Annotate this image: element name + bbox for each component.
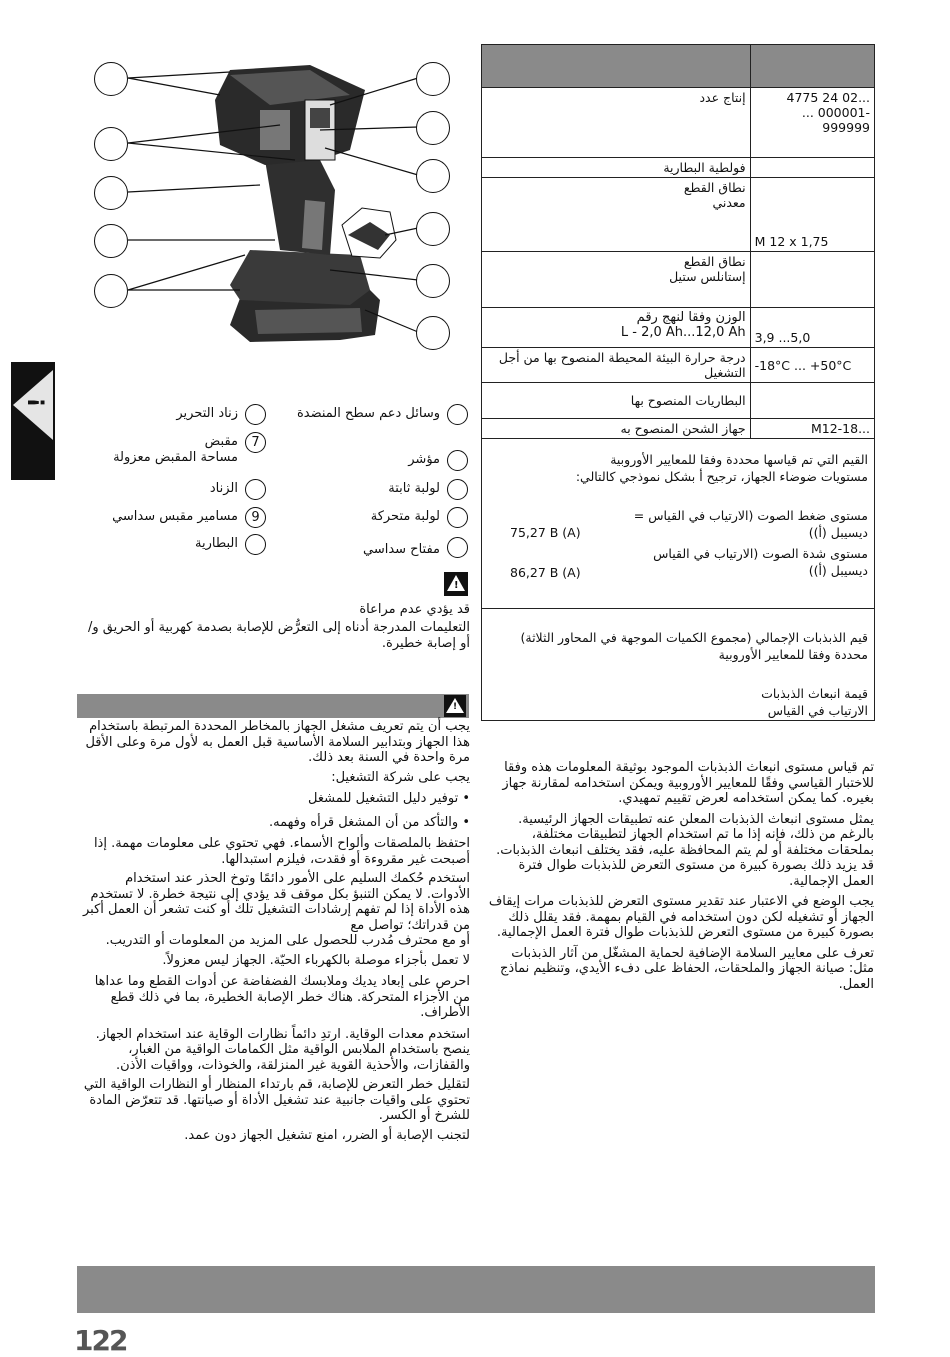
legend-number (245, 534, 266, 555)
legend-label: لولبة متحركة (370, 509, 440, 524)
safety-paragraph: استخدم حُكمك السليم على الأمور دائمًا وتوخ الحذر عند استخدام الأدوات. لا يمكن التنبؤ بكل موقف قد يؤدي إلى نتيجة خطرة. لا تستخدم هذه الأداة إذا لم تفهم إرشادات التشغيل تلك أو كنت تشعر أن العمل أكبر من قدراتك؛ تواصل مع أو مع محترف مُدرب للحصول على المزيد من المعلومات أو التدريب. (83, 871, 470, 948)
legend-number (245, 479, 266, 500)
spec-value: 3,9 ...5,0 (750, 308, 874, 348)
vibration-block (482, 609, 875, 721)
legend-label: زناد التحرير (176, 406, 238, 421)
safety-text-column (80, 719, 470, 1143)
callout-circle (416, 264, 450, 298)
safety-paragraph: احتفظ بالملصقات وألواح الأسماء. فهي تحتوي على معلومات مهمة. إذا أصبحت غير مقروءة أو فقدت، فيلزم استبدالها. (93, 836, 470, 867)
legend-label: مؤشر (408, 452, 440, 467)
callout-circle (94, 62, 128, 96)
callout-circle (94, 127, 128, 161)
legend-number (447, 507, 468, 528)
vibration-text-column (484, 760, 874, 992)
noise-item-label: مستوى شدة الصوت (الارتياب في القياس ديسيبل (أ)) (653, 546, 868, 578)
spec-label: جهاز الشحن المنصوح به (482, 419, 751, 439)
noise-item-value: 75,27 B (A) (510, 525, 581, 540)
safety-paragraph: لتجنب الإصابة أو الضرر، امنع تشغيل الجهاز دون عمد. (184, 1127, 470, 1143)
spec-label: فولطية البطارية (482, 158, 751, 178)
callout-circle (416, 62, 450, 96)
exclamation-icon: ! (25, 397, 51, 408)
spec-label: إنتاج عدد (482, 88, 751, 158)
legend-number (245, 404, 266, 425)
warning-icon: ! (444, 695, 466, 717)
safety-bullet: • والتأكد من أن المشغل قرأه وفهمه. (269, 814, 470, 830)
vibration-intro: قيم الذبذبات الإجمالي (مجموع الكميات الموجهة في المحاور الثلاثة) محددة وفقا للمعايير الأوروبية (520, 630, 868, 662)
callout-circle (94, 274, 128, 308)
legend-number: 7 (245, 432, 266, 453)
spec-table (481, 44, 875, 721)
vibration-label: قيمة انبعاث الذبذبات الارتياب في القياس (761, 686, 868, 718)
legend-label: لولبة ثابتة (388, 481, 440, 496)
noise-item-value: 86,27 B (A) (510, 565, 581, 580)
spec-row (482, 252, 875, 308)
warning-icon: ! (444, 572, 468, 596)
noise-block (482, 439, 875, 609)
safety-paragraph: استخدم معدات الوقاية. ارتدِ دائماً نظارات الوقاية عند استخدام الجهاز. ينصح باستخدام الملابس الواقية مثل الكمامات الواقية من الغبار، والقفازات، والأحذية القوية غير المنزلقة، والخوذات، وواقيات الأذن. (95, 1026, 470, 1073)
spec-value (750, 383, 874, 419)
safety-paragraph: لتقليل خطر التعرض للإصابة، قم بارتداء المنظار أو النظارات الواقية التي تحتوي على واقيات جانبية عند تشغيل الأداة أو صيانتها. قد تتعرّض المادة للشرخ أو الكسر. (83, 1077, 470, 1123)
safety-paragraph: يجب على شركة التشغيل: (331, 769, 470, 785)
spec-value: 4775 24 02... ... 000001- 999999 (750, 88, 874, 158)
safety-bullet: • توفير دليل التشغيل للمشغل (308, 791, 470, 806)
warning-text: التعليمات المدرجة أدناه إلى التعرُّض للإصابة بصدمة كهربية أو الحريق و/أو إصابة خطيرة. (87, 620, 470, 651)
spec-row (482, 348, 875, 383)
section-header-bar (77, 694, 469, 718)
callout-circle (416, 111, 450, 145)
page-number: 122 (74, 1324, 127, 1357)
spec-value (750, 158, 874, 178)
vibration-paragraph: يمثل مستوى انبعاث الذبذبات المعلن عنه تطبيقات الجهاز الرئيسية. بالرغم من ذلك، فإنه إذا ما تم استخدام الجهاز لتطبيقات مختلفة، بملحقات مختلفة أو لم يتم المحافظة عليه، فقد يختلف انبعاث الذبذبات. قد يزيد ذلك بصورة كبيرة من مستوى التعرض للذبذبات طوال فترة العمل الإجمالية. (496, 811, 874, 889)
spec-value (750, 252, 874, 308)
spec-row (482, 383, 875, 419)
safety-paragraph: لا تعمل بأجزاء موصلة بالكهرباء الحيّة. الجهاز ليس معزولاً. (162, 952, 470, 968)
spec-row (482, 419, 875, 439)
spec-row (482, 178, 875, 252)
spec-value: M 12 x 1,75 (750, 178, 874, 252)
callout-circle (416, 316, 450, 350)
footer-bar (77, 1266, 875, 1313)
spec-value: -18°C ... +50°C (750, 348, 874, 383)
callout-circle (416, 159, 450, 193)
legend-label: مقبض مساحة المقبض معزولة (113, 434, 238, 465)
spec-label: الوزن وفقا لنهج رقم L - 2,0 Ah...12,0 Ah (482, 308, 751, 348)
legend-label: وسائل دعم سطح المنضدة (296, 406, 440, 421)
warning-caption: قد يؤدي عدم مراعاة (359, 602, 470, 617)
spec-label: درجة حرارة البيئة المحيطة المنصوح بها من أجل التشغيل (482, 348, 751, 383)
safety-paragraph: يجب أن يتم تعريف مشغل الجهاز بالمخاطر المحددة المرتبطة باستخدام هذا الجهاز وبتدابير السلامة الأساسية قبل العمل به لأول مرة وعلى الأقل مرة واحدة في السنة بعد ذلك. (85, 719, 470, 765)
callout-circle (94, 224, 128, 258)
vibration-paragraph: يجب الوضع في الاعتبار عند تقدير مستوى التعرض للذبذبات مرات إيقاف الجهاز أو تشغيله لكن دون استخدامه في القيام بمهمة. فقد يقلل ذلك بصورة كبيرة من مستوى التعرض للذبذبات طوال فترة العمل الإجمالية. (488, 894, 874, 940)
spec-row (482, 88, 875, 158)
callout-circle (94, 176, 128, 210)
spec-label: نطاق القطع إستانلس ستيل (482, 252, 751, 308)
spec-label: نطاق القطع معدني (482, 178, 751, 252)
legend-number (447, 537, 468, 558)
vibration-paragraph: تم قياس مستوى انبعاث الذبذبات الموجود بوثيقة المعلومات هذه وفقا للاختبار القياسي وفقًا للمعايير الأوروبية ويمكن استخدامه لمقارنة جهاز بغيره. كما يمكن استخدامه لعرض تقييم تمهيدي. (502, 760, 874, 806)
legend-label: مفتاح سداسي (362, 542, 440, 557)
legend-label: مسامير مقبس سداسي (112, 509, 238, 524)
safety-paragraph: احرص على إبعاد يديك وملابسك الفضفاضة عن أدوات القطع وما عداها من الأجزاء المتحركة. هناك خطر الإصابة الخطيرة، بما في ذلك قطع الأطراف. (94, 974, 470, 1020)
spec-row (482, 158, 875, 178)
legend-label: البطارية (195, 536, 238, 551)
vibration-paragraph: تعرف على معايير السلامة الإضافية لحماية المشغّل من آثار الذبذبات مثل: صيانة الجهاز والملحقات، الحفاظ على دفء الأيدي، وتنظيم نماذج العمل. (499, 945, 874, 992)
legend-number: 9 (245, 507, 266, 528)
spec-table-header (482, 45, 875, 88)
noise-item-label: مستوى ضغط الصوت (الارتياب في القياس = ديسيبل (أ)) (633, 508, 868, 540)
legend-number (447, 479, 468, 500)
spec-value: M12-18... (750, 419, 874, 439)
spec-label: البطاريات المنصوح بها (482, 383, 751, 419)
noise-intro: القيم التي تم قياسها محددة وفقا للمعايير الأوروبية مستويات ضوضاء الجهاز، ترجيح أ بشكل نموذجي كالتالي: (575, 452, 868, 484)
callout-circle (416, 212, 450, 246)
legend-label: الزناد (209, 481, 238, 496)
spec-row (482, 308, 875, 348)
legend-number (447, 450, 468, 471)
legend-number (447, 404, 468, 425)
